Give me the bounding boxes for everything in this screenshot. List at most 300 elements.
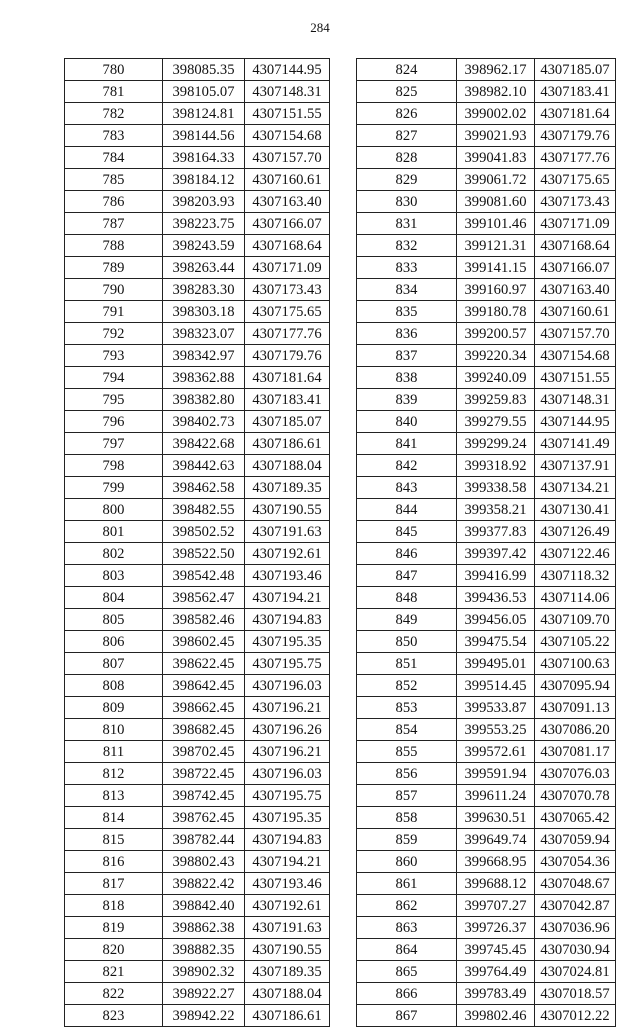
- x-coordinate-cell: 399668.95: [457, 851, 535, 873]
- table-row: [357, 103, 616, 125]
- point-number-cell: 806: [65, 631, 163, 653]
- y-coordinate-cell: 4307160.61: [245, 169, 330, 191]
- table-row: [65, 81, 330, 103]
- x-coordinate-cell: 399436.53: [457, 587, 535, 609]
- y-coordinate-cell: 4307177.76: [535, 147, 616, 169]
- x-coordinate-cell: 398982.10: [457, 81, 535, 103]
- point-number-cell: 832: [357, 235, 457, 257]
- table-row: [65, 543, 330, 565]
- x-coordinate-cell: 398144.56: [163, 125, 245, 147]
- y-coordinate-cell: 4307181.64: [535, 103, 616, 125]
- point-number-cell: 810: [65, 719, 163, 741]
- table-row: [357, 147, 616, 169]
- x-coordinate-cell: 399553.25: [457, 719, 535, 741]
- point-number-cell: 838: [357, 367, 457, 389]
- y-coordinate-cell: 4307190.55: [245, 499, 330, 521]
- point-number-cell: 864: [357, 939, 457, 961]
- y-coordinate-cell: 4307151.55: [245, 103, 330, 125]
- table-row: [65, 147, 330, 169]
- point-number-cell: 780: [65, 59, 163, 81]
- point-number-cell: 782: [65, 103, 163, 125]
- table-row: [357, 125, 616, 147]
- y-coordinate-cell: 4307193.46: [245, 873, 330, 895]
- y-coordinate-cell: 4307065.42: [535, 807, 616, 829]
- x-coordinate-cell: 399358.21: [457, 499, 535, 521]
- table-row: [357, 1005, 616, 1027]
- point-number-cell: 865: [357, 961, 457, 983]
- point-number-cell: 850: [357, 631, 457, 653]
- y-coordinate-cell: 4307054.36: [535, 851, 616, 873]
- y-coordinate-cell: 4307100.63: [535, 653, 616, 675]
- table-row: [65, 191, 330, 213]
- x-coordinate-cell: 398642.45: [163, 675, 245, 697]
- table-row: [357, 499, 616, 521]
- y-coordinate-cell: 4307030.94: [535, 939, 616, 961]
- x-coordinate-cell: 398542.48: [163, 565, 245, 587]
- coordinate-table-right: [356, 58, 616, 1027]
- table-row: [65, 59, 330, 81]
- point-number-cell: 796: [65, 411, 163, 433]
- x-coordinate-cell: 399416.99: [457, 565, 535, 587]
- x-coordinate-cell: 399061.72: [457, 169, 535, 191]
- point-number-cell: 784: [65, 147, 163, 169]
- table-row: [357, 345, 616, 367]
- table-row: [357, 213, 616, 235]
- y-coordinate-cell: 4307122.46: [535, 543, 616, 565]
- x-coordinate-cell: 399611.24: [457, 785, 535, 807]
- point-number-cell: 856: [357, 763, 457, 785]
- x-coordinate-cell: 399649.74: [457, 829, 535, 851]
- point-number-cell: 833: [357, 257, 457, 279]
- y-coordinate-cell: 4307018.57: [535, 983, 616, 1005]
- point-number-cell: 837: [357, 345, 457, 367]
- y-coordinate-cell: 4307190.55: [245, 939, 330, 961]
- x-coordinate-cell: 399021.93: [457, 125, 535, 147]
- x-coordinate-cell: 399397.42: [457, 543, 535, 565]
- x-coordinate-cell: 398782.44: [163, 829, 245, 851]
- x-coordinate-cell: 399299.24: [457, 433, 535, 455]
- point-number-cell: 826: [357, 103, 457, 125]
- point-number-cell: 849: [357, 609, 457, 631]
- point-number-cell: 818: [65, 895, 163, 917]
- y-coordinate-cell: 4307195.35: [245, 807, 330, 829]
- x-coordinate-cell: 398762.45: [163, 807, 245, 829]
- y-coordinate-cell: 4307171.09: [535, 213, 616, 235]
- x-coordinate-cell: 398942.22: [163, 1005, 245, 1027]
- point-number-cell: 819: [65, 917, 163, 939]
- point-number-cell: 814: [65, 807, 163, 829]
- table-row: [357, 983, 616, 1005]
- table-row: [65, 675, 330, 697]
- point-number-cell: 802: [65, 543, 163, 565]
- point-number-cell: 824: [357, 59, 457, 81]
- y-coordinate-cell: 4307194.83: [245, 609, 330, 631]
- point-number-cell: 842: [357, 455, 457, 477]
- x-coordinate-cell: 399081.60: [457, 191, 535, 213]
- x-coordinate-cell: 398442.63: [163, 455, 245, 477]
- x-coordinate-cell: 399745.45: [457, 939, 535, 961]
- x-coordinate-cell: 399377.83: [457, 521, 535, 543]
- table-row: [65, 389, 330, 411]
- table-row: [357, 191, 616, 213]
- y-coordinate-cell: 4307137.91: [535, 455, 616, 477]
- table-row: [357, 279, 616, 301]
- x-coordinate-cell: 399240.09: [457, 367, 535, 389]
- y-coordinate-cell: 4307059.94: [535, 829, 616, 851]
- x-coordinate-cell: 399495.01: [457, 653, 535, 675]
- x-coordinate-cell: 399160.97: [457, 279, 535, 301]
- point-number-cell: 807: [65, 653, 163, 675]
- table-row: [357, 939, 616, 961]
- y-coordinate-cell: 4307166.07: [535, 257, 616, 279]
- y-coordinate-cell: 4307189.35: [245, 477, 330, 499]
- y-coordinate-cell: 4307114.06: [535, 587, 616, 609]
- x-coordinate-cell: 398622.45: [163, 653, 245, 675]
- point-number-cell: 794: [65, 367, 163, 389]
- point-number-cell: 811: [65, 741, 163, 763]
- point-number-cell: 821: [65, 961, 163, 983]
- x-coordinate-cell: 399456.05: [457, 609, 535, 631]
- table-row: [357, 587, 616, 609]
- table-row: [65, 367, 330, 389]
- table-row: [65, 1005, 330, 1027]
- x-coordinate-cell: 398422.68: [163, 433, 245, 455]
- table-row: [65, 653, 330, 675]
- point-number-cell: 843: [357, 477, 457, 499]
- table-row: [65, 587, 330, 609]
- y-coordinate-cell: 4307179.76: [535, 125, 616, 147]
- x-coordinate-cell: 398662.45: [163, 697, 245, 719]
- table-row: [357, 675, 616, 697]
- x-coordinate-cell: 398124.81: [163, 103, 245, 125]
- x-coordinate-cell: 398362.88: [163, 367, 245, 389]
- x-coordinate-cell: 399220.34: [457, 345, 535, 367]
- table-row: [65, 631, 330, 653]
- x-coordinate-cell: 398862.38: [163, 917, 245, 939]
- x-coordinate-cell: 399591.94: [457, 763, 535, 785]
- table-row: [357, 389, 616, 411]
- y-coordinate-cell: 4307118.32: [535, 565, 616, 587]
- y-coordinate-cell: 4307154.68: [535, 345, 616, 367]
- x-coordinate-cell: 398223.75: [163, 213, 245, 235]
- y-coordinate-cell: 4307196.21: [245, 741, 330, 763]
- x-coordinate-cell: 399318.92: [457, 455, 535, 477]
- table-row: [65, 851, 330, 873]
- table-row: [65, 411, 330, 433]
- table-row: [357, 433, 616, 455]
- y-coordinate-cell: 4307192.61: [245, 543, 330, 565]
- table-row: [357, 477, 616, 499]
- point-number-cell: 829: [357, 169, 457, 191]
- table-row: [65, 565, 330, 587]
- table-row: [65, 961, 330, 983]
- table-row: [65, 741, 330, 763]
- point-number-cell: 859: [357, 829, 457, 851]
- table-row: [357, 895, 616, 917]
- y-coordinate-cell: 4307194.21: [245, 587, 330, 609]
- y-coordinate-cell: 4307166.07: [245, 213, 330, 235]
- y-coordinate-cell: 4307163.40: [535, 279, 616, 301]
- table-row: [357, 521, 616, 543]
- x-coordinate-cell: 398882.35: [163, 939, 245, 961]
- y-coordinate-cell: 4307171.09: [245, 257, 330, 279]
- y-coordinate-cell: 4307157.70: [535, 323, 616, 345]
- x-coordinate-cell: 398922.27: [163, 983, 245, 1005]
- x-coordinate-cell: 399041.83: [457, 147, 535, 169]
- point-number-cell: 857: [357, 785, 457, 807]
- table-row: [357, 323, 616, 345]
- table-row: [357, 741, 616, 763]
- table-row: [65, 763, 330, 785]
- point-number-cell: 792: [65, 323, 163, 345]
- point-number-cell: 852: [357, 675, 457, 697]
- point-number-cell: 805: [65, 609, 163, 631]
- y-coordinate-cell: 4307012.22: [535, 1005, 616, 1027]
- table-row: [65, 169, 330, 191]
- y-coordinate-cell: 4307195.35: [245, 631, 330, 653]
- y-coordinate-cell: 4307173.43: [535, 191, 616, 213]
- y-coordinate-cell: 4307095.94: [535, 675, 616, 697]
- y-coordinate-cell: 4307130.41: [535, 499, 616, 521]
- table-row: [65, 609, 330, 631]
- table-row: [65, 697, 330, 719]
- table-row: [65, 785, 330, 807]
- x-coordinate-cell: 398402.73: [163, 411, 245, 433]
- point-number-cell: 799: [65, 477, 163, 499]
- table-row: [357, 873, 616, 895]
- y-coordinate-cell: 4307192.61: [245, 895, 330, 917]
- y-coordinate-cell: 4307188.04: [245, 455, 330, 477]
- x-coordinate-cell: 399726.37: [457, 917, 535, 939]
- point-number-cell: 847: [357, 565, 457, 587]
- x-coordinate-cell: 399200.57: [457, 323, 535, 345]
- x-coordinate-cell: 398682.45: [163, 719, 245, 741]
- x-coordinate-cell: 398462.58: [163, 477, 245, 499]
- x-coordinate-cell: 398323.07: [163, 323, 245, 345]
- y-coordinate-cell: 4307160.61: [535, 301, 616, 323]
- table-row: [357, 763, 616, 785]
- table-row: [357, 719, 616, 741]
- table-row: [65, 103, 330, 125]
- y-coordinate-cell: 4307151.55: [535, 367, 616, 389]
- point-number-cell: 797: [65, 433, 163, 455]
- point-number-cell: 863: [357, 917, 457, 939]
- x-coordinate-cell: 399475.54: [457, 631, 535, 653]
- y-coordinate-cell: 4307177.76: [245, 323, 330, 345]
- y-coordinate-cell: 4307070.78: [535, 785, 616, 807]
- point-number-cell: 839: [357, 389, 457, 411]
- y-coordinate-cell: 4307196.26: [245, 719, 330, 741]
- table-row: [65, 323, 330, 345]
- y-coordinate-cell: 4307076.03: [535, 763, 616, 785]
- table-row: [357, 257, 616, 279]
- x-coordinate-cell: 398522.50: [163, 543, 245, 565]
- x-coordinate-cell: 398164.33: [163, 147, 245, 169]
- x-coordinate-cell: 398582.46: [163, 609, 245, 631]
- point-number-cell: 860: [357, 851, 457, 873]
- x-coordinate-cell: 399802.46: [457, 1005, 535, 1027]
- y-coordinate-cell: 4307109.70: [535, 609, 616, 631]
- y-coordinate-cell: 4307175.65: [535, 169, 616, 191]
- x-coordinate-cell: 399688.12: [457, 873, 535, 895]
- x-coordinate-cell: 398722.45: [163, 763, 245, 785]
- point-number-cell: 817: [65, 873, 163, 895]
- table-row: [357, 235, 616, 257]
- x-coordinate-cell: 398482.55: [163, 499, 245, 521]
- y-coordinate-cell: 4307183.41: [535, 81, 616, 103]
- point-number-cell: 785: [65, 169, 163, 191]
- point-number-cell: 866: [357, 983, 457, 1005]
- x-coordinate-cell: 399338.58: [457, 477, 535, 499]
- point-number-cell: 835: [357, 301, 457, 323]
- point-number-cell: 809: [65, 697, 163, 719]
- x-coordinate-cell: 398203.93: [163, 191, 245, 213]
- x-coordinate-cell: 398902.32: [163, 961, 245, 983]
- point-number-cell: 804: [65, 587, 163, 609]
- y-coordinate-cell: 4307163.40: [245, 191, 330, 213]
- table-row: [65, 235, 330, 257]
- x-coordinate-cell: 398742.45: [163, 785, 245, 807]
- y-coordinate-cell: 4307144.95: [535, 411, 616, 433]
- table-row: [65, 345, 330, 367]
- y-coordinate-cell: 4307193.46: [245, 565, 330, 587]
- point-number-cell: 827: [357, 125, 457, 147]
- y-coordinate-cell: 4307194.21: [245, 851, 330, 873]
- x-coordinate-cell: 398802.43: [163, 851, 245, 873]
- point-number-cell: 789: [65, 257, 163, 279]
- x-coordinate-cell: 398962.17: [457, 59, 535, 81]
- table-row: [65, 257, 330, 279]
- point-number-cell: 840: [357, 411, 457, 433]
- table-row: [65, 939, 330, 961]
- point-number-cell: 858: [357, 807, 457, 829]
- table-row: [65, 983, 330, 1005]
- x-coordinate-cell: 399180.78: [457, 301, 535, 323]
- y-coordinate-cell: 4307175.65: [245, 301, 330, 323]
- table-row: [357, 367, 616, 389]
- x-coordinate-cell: 398184.12: [163, 169, 245, 191]
- y-coordinate-cell: 4307105.22: [535, 631, 616, 653]
- point-number-cell: 781: [65, 81, 163, 103]
- y-coordinate-cell: 4307196.03: [245, 763, 330, 785]
- point-number-cell: 844: [357, 499, 457, 521]
- table-row: [357, 411, 616, 433]
- y-coordinate-cell: 4307042.87: [535, 895, 616, 917]
- table-row: [65, 301, 330, 323]
- y-coordinate-cell: 4307186.61: [245, 1005, 330, 1027]
- table-row: [357, 785, 616, 807]
- point-number-cell: 825: [357, 81, 457, 103]
- table-row: [65, 895, 330, 917]
- x-coordinate-cell: 399533.87: [457, 697, 535, 719]
- y-coordinate-cell: 4307188.04: [245, 983, 330, 1005]
- table-row: [357, 609, 616, 631]
- y-coordinate-cell: 4307081.17: [535, 741, 616, 763]
- table-row: [357, 565, 616, 587]
- table-row: [65, 125, 330, 147]
- point-number-cell: 851: [357, 653, 457, 675]
- table-row: [357, 59, 616, 81]
- y-coordinate-cell: 4307134.21: [535, 477, 616, 499]
- point-number-cell: 853: [357, 697, 457, 719]
- point-number-cell: 834: [357, 279, 457, 301]
- point-number-cell: 867: [357, 1005, 457, 1027]
- table-row: [357, 455, 616, 477]
- y-coordinate-cell: 4307195.75: [245, 653, 330, 675]
- y-coordinate-cell: 4307148.31: [535, 389, 616, 411]
- table-row: [65, 829, 330, 851]
- table-row: [65, 719, 330, 741]
- y-coordinate-cell: 4307196.03: [245, 675, 330, 697]
- x-coordinate-cell: 399630.51: [457, 807, 535, 829]
- table-row: [65, 521, 330, 543]
- y-coordinate-cell: 4307191.63: [245, 521, 330, 543]
- x-coordinate-cell: 398562.47: [163, 587, 245, 609]
- table-row: [357, 301, 616, 323]
- point-number-cell: 801: [65, 521, 163, 543]
- point-number-cell: 831: [357, 213, 457, 235]
- y-coordinate-cell: 4307173.43: [245, 279, 330, 301]
- x-coordinate-cell: 399259.83: [457, 389, 535, 411]
- point-number-cell: 822: [65, 983, 163, 1005]
- coordinate-table-left: [64, 58, 330, 1027]
- table-row: [357, 631, 616, 653]
- x-coordinate-cell: 398842.40: [163, 895, 245, 917]
- point-number-cell: 790: [65, 279, 163, 301]
- point-number-cell: 830: [357, 191, 457, 213]
- x-coordinate-cell: 399572.61: [457, 741, 535, 763]
- y-coordinate-cell: 4307185.07: [245, 411, 330, 433]
- table-row: [357, 851, 616, 873]
- table-row: [357, 961, 616, 983]
- point-number-cell: 823: [65, 1005, 163, 1027]
- x-coordinate-cell: 398085.35: [163, 59, 245, 81]
- x-coordinate-cell: 398602.45: [163, 631, 245, 653]
- y-coordinate-cell: 4307189.35: [245, 961, 330, 983]
- table-row: [65, 477, 330, 499]
- point-number-cell: 813: [65, 785, 163, 807]
- table-row: [65, 873, 330, 895]
- y-coordinate-cell: 4307141.49: [535, 433, 616, 455]
- point-number-cell: 836: [357, 323, 457, 345]
- y-coordinate-cell: 4307183.41: [245, 389, 330, 411]
- x-coordinate-cell: 398105.07: [163, 81, 245, 103]
- x-coordinate-cell: 398822.42: [163, 873, 245, 895]
- point-number-cell: 855: [357, 741, 457, 763]
- point-number-cell: 862: [357, 895, 457, 917]
- table-row: [357, 169, 616, 191]
- y-coordinate-cell: 4307196.21: [245, 697, 330, 719]
- y-coordinate-cell: 4307195.75: [245, 785, 330, 807]
- y-coordinate-cell: 4307154.68: [245, 125, 330, 147]
- point-number-cell: 803: [65, 565, 163, 587]
- x-coordinate-cell: 398342.97: [163, 345, 245, 367]
- point-number-cell: 791: [65, 301, 163, 323]
- y-coordinate-cell: 4307036.96: [535, 917, 616, 939]
- y-coordinate-cell: 4307194.83: [245, 829, 330, 851]
- x-coordinate-cell: 399764.49: [457, 961, 535, 983]
- y-coordinate-cell: 4307126.49: [535, 521, 616, 543]
- x-coordinate-cell: 399141.15: [457, 257, 535, 279]
- y-coordinate-cell: 4307148.31: [245, 81, 330, 103]
- table-row: [357, 653, 616, 675]
- point-number-cell: 783: [65, 125, 163, 147]
- x-coordinate-cell: 398243.59: [163, 235, 245, 257]
- table-row: [65, 433, 330, 455]
- x-coordinate-cell: 398382.80: [163, 389, 245, 411]
- y-coordinate-cell: 4307168.64: [535, 235, 616, 257]
- y-coordinate-cell: 4307186.61: [245, 433, 330, 455]
